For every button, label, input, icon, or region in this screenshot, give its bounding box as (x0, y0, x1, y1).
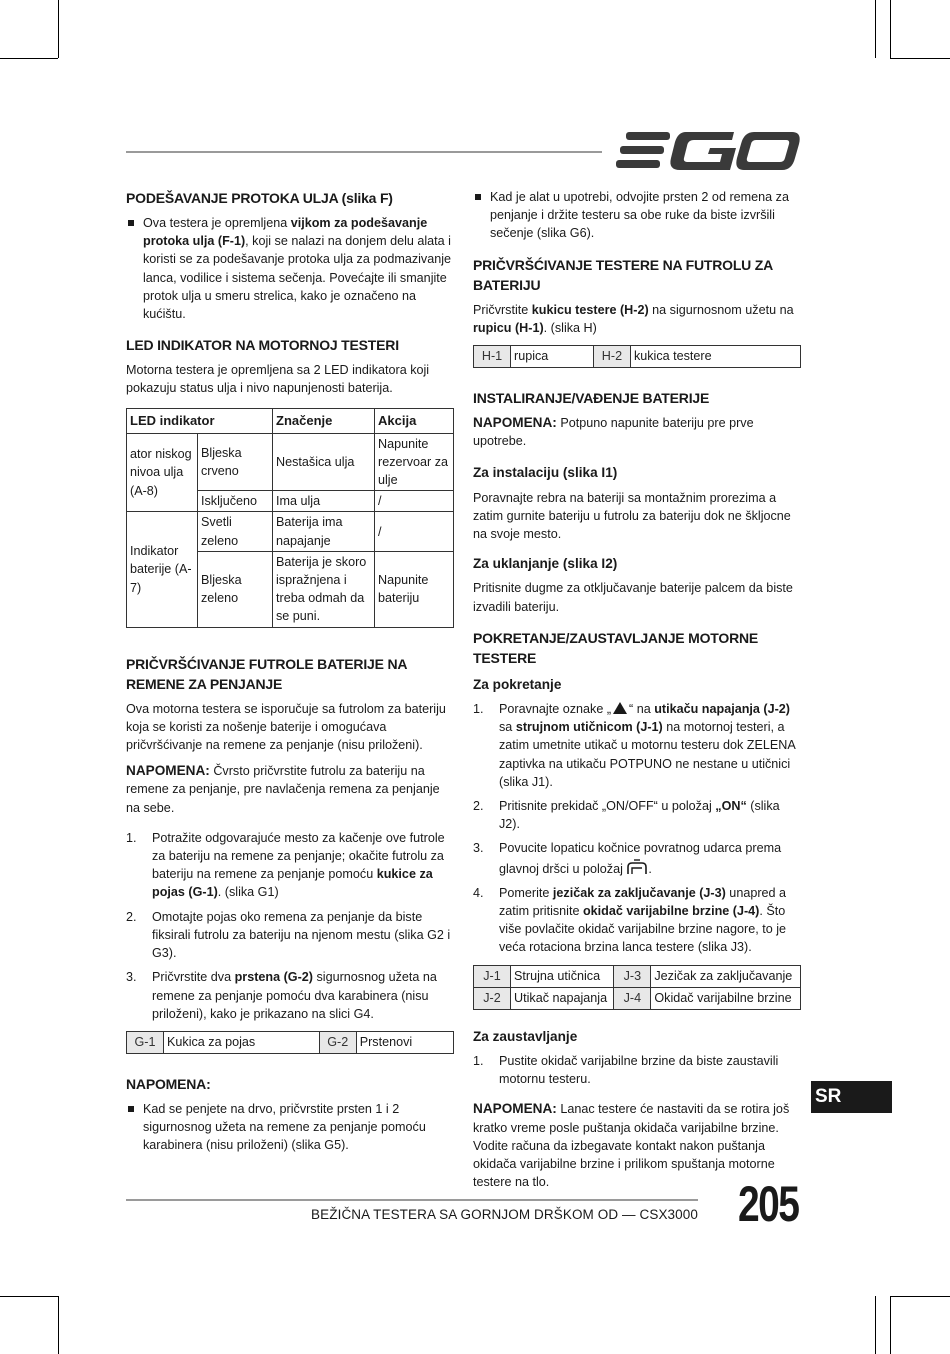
list-item: Ova testera je opremljena vijkom za podešavanje protoka ulja (F-1), koji se nalazi na donjem delu alata i koristi se za podešavanje protoka ulja za podmazivanje lanca, vodilice i sistema sečenja. Povećajte ili smanjite protok ulja u smeru strelica, kako je označeno na kućištu. (126, 214, 454, 323)
subheading: Za pokretanje (473, 676, 562, 692)
table-cell: Svetli zeleno (198, 512, 273, 551)
paragraph: Ova motorna testera se isporučuje sa futrolom za bateriju koja se koristi za nošenje baterije i omogućava pričvršćivanje na remene za penjanje (nisu priloženi). (126, 701, 446, 753)
paragraph: Pričvrstite kukicu testere (H-2) na sigurnosnom užetu na rupicu (H-1). (slika H) (473, 302, 794, 335)
table-cell: Bljeska zeleno (198, 551, 273, 627)
table-header: LED indikator (127, 408, 273, 433)
footer-title: BEŽIČNA TESTERA SA GORNJOM DRŠKOM OD — CSX3000 (311, 1207, 698, 1222)
table-cell: Baterija je skoro ispražnjena i treba odmah da se puni. (273, 551, 375, 627)
crop-mark (890, 1296, 891, 1354)
paragraph: Motorna testera je opremljena sa 2 LED indikatora koji pokazuju status ulja i nivo napunjenosti baterija. (126, 363, 430, 396)
list-item: 1. Poravnajte oznake „ “ na utikaču napajanja (J-2) sa strujnom utičnicom (J-1) na motornoj testeri, a zatim umetnite utikač u motornu testeru dok ZELENA zaptivka na utikaču POTPUNO ne nestane u utičnici (slika J1). (473, 702, 796, 789)
table-header: Značenje (273, 408, 375, 433)
legend-table (126, 1031, 454, 1054)
list-item: 4. Pomerite jezičak za zaključavanje (J-3) unapred a zatim pritisnite okidač varijabilne brzine (J-4). Što više povlačite okidač varijabilne brzine nagore, to je veća rotaciona brzina lanca testere (slika J3). (473, 885, 787, 955)
list-item: Kad je alat u upotrebi, odvojite prsten 2 od remena za penjanje i držite testeru sa obe ruke da biste izvršili sečenje (slika G6). (473, 188, 801, 243)
section-title: NAPOMENA: (126, 1075, 211, 1092)
table-cell: Ima ulja (273, 491, 375, 512)
crop-mark (0, 58, 58, 59)
footer-rule (126, 1199, 698, 1201)
ego-logo (616, 128, 800, 172)
list-item: 3. Povucite lopaticu kočnice povratnog udarca prema glavnoj dršci u položaj . (473, 841, 782, 876)
numbered-list (473, 700, 801, 957)
legend-value: kukica testere (630, 346, 800, 368)
list-item: 1. Potražite odgovarajuće mesto za kačenje ove futrole za bateriju na remene za penjanje; okačite futrolu za bateriju na remene za penjanje pomoću kukice za pojas (G-1). (slika G1) (126, 830, 445, 900)
right-column (473, 188, 801, 1199)
crop-mark (58, 0, 59, 58)
table-cell: Napunite rezervoar za ulje (375, 433, 454, 491)
legend-key: J-1 (474, 965, 511, 987)
table-cell: Isključeno (198, 491, 273, 512)
triangle-icon (613, 702, 627, 714)
section-title: PODEŠAVANJE PROTOKA ULJA (slika F) (126, 190, 393, 206)
section-title: POKRETANJE/ZAUSTAVLJANJE MOTORNE TESTERE (473, 629, 759, 666)
paragraph: Pritisnite dugme za otključavanje baterije palcem da biste izvadili bateriju. (473, 581, 793, 614)
section-title: PRIČVRŠĆIVANJE TESTERE NA FUTROLU ZA BATERIJU (473, 256, 773, 293)
legend-key: G-1 (127, 1031, 164, 1053)
legend-key: H-2 (593, 346, 630, 368)
legend-value: Prstenovi (356, 1031, 453, 1053)
section-title: LED INDIKATOR NA MOTORNOJ TESTERI (126, 337, 399, 354)
crop-mark (58, 1296, 59, 1354)
crop-mark (890, 0, 891, 58)
legend-value: rupica (511, 346, 594, 368)
legend-key: H-1 (474, 346, 511, 368)
table-cell: Napunite bateriju (375, 551, 454, 627)
page-number: 205 (738, 1176, 799, 1232)
crop-mark (890, 1296, 950, 1297)
led-indicator-table (126, 408, 454, 628)
legend-table (473, 345, 801, 368)
numbered-list (126, 829, 454, 1023)
list-item: 2. Omotajte pojas oko remena za penjanje da biste fiksirali futrolu za bateriju na njenom mestu (slika G2 i G3). (126, 909, 451, 961)
list-item: 1. Pustite okidač varijabilne brzine da biste zaustavili motornu testeru. (473, 1053, 779, 1087)
subheading: Za zaustavljanje (473, 1028, 578, 1044)
legend-value: Strujna utičnica (511, 965, 614, 987)
crop-mark (875, 0, 876, 58)
crop-mark (890, 58, 950, 59)
crop-mark (875, 1296, 876, 1354)
section-title: PRIČVRŠĆIVANJE FUTROLE BATERIJE NA REMENE ZA PENJANJE (126, 655, 407, 692)
note: NAPOMENA: Potpuno napunite bateriju pre prve upotrebe. (473, 415, 754, 449)
table-cell: Baterija ima napajanje (273, 512, 375, 551)
note: NAPOMENA: Lanac testere će nastaviti da se rotira još kratko vreme posle puštanja okidača varijabilne brzine. Vodite računa da izbegavate kontakt nakon puštanja okidača varijabilne brzine i prilikom spuštanja motorne testere na tlo. (473, 1101, 790, 1190)
legend-value: Kukica za pojas (164, 1031, 320, 1053)
list-item: 3. Pričvrstite dva prstena (G-2) sigurnosnog užeta na remene za penjanje pomoću dva karabinera (nisu priloženi), kako je prikazano na slici G4. (126, 970, 437, 1021)
legend-key: J-4 (614, 987, 651, 1009)
list-item: Kad se penjete na drvo, pričvrstite prsten 1 i 2 sigurnosnog užeta na remene za penjanje pomoću karabinera (nisu priloženi) (slika G5). (126, 1100, 454, 1155)
note: NAPOMENA: Čvrsto pričvrstite futrolu za bateriju na remene za penjanje, pre navlačenja remena za penjanje na sebe. (126, 763, 440, 815)
legend-table (473, 965, 801, 1010)
chain-brake-icon (626, 858, 648, 876)
table-cell: / (375, 491, 454, 512)
legend-value: Utikač napajanja (511, 987, 614, 1009)
list-item: 2. Pritisnite prekidač „ON/OFF“ u položaj „ON“ (slika J2). (473, 799, 780, 832)
table-cell: / (375, 512, 454, 551)
bullet-list (473, 188, 801, 243)
table-cell: Bljeska crveno (198, 433, 273, 491)
crop-mark (0, 1296, 58, 1297)
legend-key: J-2 (474, 987, 511, 1009)
table-cell: ator niskog nivoa ulja (A-8) (127, 433, 198, 512)
legend-value: Jezičak za zaključavanje (651, 965, 801, 987)
bullet-list (126, 1100, 454, 1155)
subheading: Za uklanjanje (slika I2) (473, 556, 618, 572)
table-header: Akcija (375, 408, 454, 433)
bullet-list (126, 214, 454, 323)
table-cell: Indikator baterije (A-7) (127, 512, 198, 627)
section-title: INSTALIRANJE/VAĐENJE BATERIJE (473, 390, 710, 407)
header-rule (126, 151, 602, 153)
paragraph: Poravnajte rebra na bateriji sa montažnim prorezima a zatim gurnite bateriju u futrolu za bateriju dok ne škljocne na svoje mesto. (473, 490, 791, 542)
legend-value: Okidač varijabilne brzine (651, 987, 801, 1009)
language-tab: SR (811, 1081, 892, 1113)
legend-key: G-2 (319, 1031, 356, 1053)
table-cell: Nestašica ulja (273, 433, 375, 491)
legend-key: J-3 (614, 965, 651, 987)
left-column (126, 188, 454, 1163)
subheading: Za instalaciju (slika I1) (473, 465, 618, 481)
numbered-list (473, 1052, 801, 1088)
